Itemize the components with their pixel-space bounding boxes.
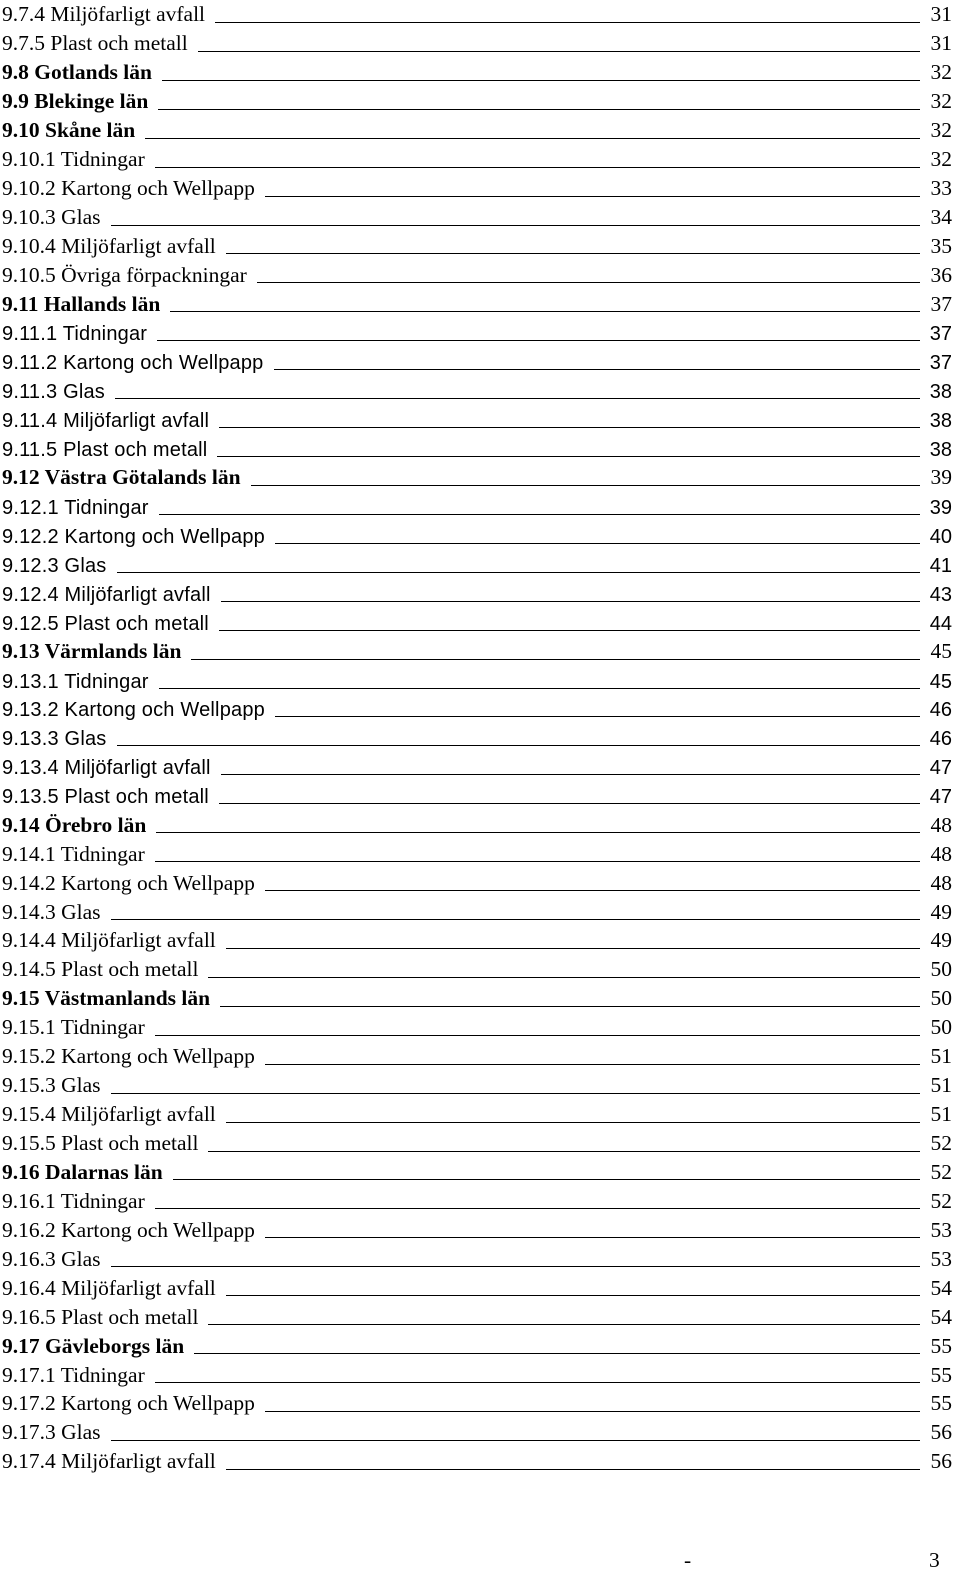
toc-entry-page-number: 38 (929, 410, 952, 433)
toc-entry[interactable] (2, 1042, 952, 1071)
toc-entry-label: 9.14.5 Plast och metall (2, 957, 199, 982)
toc-entry-page-number: 47 (929, 757, 952, 780)
toc-entry[interactable] (2, 868, 952, 897)
toc-entry-label: 9.16.1 Tidningar (2, 1188, 145, 1213)
toc-entry[interactable] (2, 289, 952, 318)
toc-entry-label: 9.17 Gävleborgs län (2, 1333, 185, 1358)
toc-entry-label: 9.14 Örebro län (2, 812, 147, 837)
toc-entry-page-number: 31 (930, 2, 952, 27)
toc-entry-label: 9.10 Skåne län (2, 118, 136, 143)
table-of-contents (2, 0, 952, 1476)
toc-leader-line (265, 196, 920, 197)
toc-entry-page-number: 45 (930, 639, 952, 664)
toc-leader-line (219, 630, 920, 631)
toc-leader-line (115, 398, 920, 399)
toc-entry[interactable] (2, 1013, 952, 1042)
toc-leader-line (158, 109, 920, 110)
toc-entry[interactable] (2, 203, 952, 232)
toc-entry-label: 9.13.4 Miljöfarligt avfall (2, 757, 211, 780)
toc-entry[interactable] (2, 637, 952, 666)
toc-entry-label: 9.15.4 Miljöfarligt avfall (2, 1102, 216, 1127)
toc-entry[interactable] (2, 550, 952, 579)
toc-entry-page-number: 36 (930, 262, 952, 287)
toc-entry[interactable] (2, 1447, 952, 1476)
toc-leader-line (111, 225, 920, 226)
toc-entry-label: 9.17.1 Tidningar (2, 1362, 145, 1387)
toc-entry-label: 9.17.3 Glas (2, 1420, 101, 1445)
toc-leader-line (191, 659, 920, 660)
toc-entry-label: 9.16.3 Glas (2, 1246, 101, 1271)
toc-entry[interactable] (2, 145, 952, 174)
toc-entry-label: 9.9 Blekinge län (2, 89, 149, 114)
toc-entry-page-number: 50 (930, 1015, 952, 1040)
toc-leader-line (265, 1411, 920, 1412)
toc-entry[interactable] (2, 608, 952, 637)
toc-entry-label: 9.10.5 Övriga förpackningar (2, 262, 247, 287)
toc-leader-line (215, 22, 920, 23)
toc-leader-line (145, 138, 920, 139)
toc-leader-line (156, 832, 920, 833)
toc-entry[interactable] (2, 174, 952, 203)
toc-entry-page-number: 32 (930, 147, 952, 172)
toc-leader-line (265, 890, 920, 891)
toc-leader-line (226, 1122, 920, 1123)
toc-entry-label: 9.12.5 Plast och metall (2, 612, 209, 635)
toc-entry[interactable] (2, 376, 952, 405)
toc-entry-page-number: 37 (929, 323, 952, 346)
toc-entry-page-number: 54 (930, 1304, 952, 1329)
toc-entry-label: 9.15.1 Tidningar (2, 1015, 145, 1040)
toc-entry[interactable] (2, 1215, 952, 1244)
toc-entry[interactable] (2, 87, 952, 116)
toc-entry-page-number: 46 (929, 728, 952, 751)
toc-leader-line (198, 51, 920, 52)
toc-entry-label: 9.13.3 Glas (2, 728, 107, 751)
toc-entry[interactable] (2, 492, 952, 521)
toc-leader-line (117, 572, 920, 573)
toc-entry-label: 9.15.2 Kartong och Wellpapp (2, 1044, 255, 1069)
toc-entry[interactable] (2, 29, 952, 58)
toc-leader-line (155, 1035, 920, 1036)
toc-entry[interactable] (2, 810, 952, 839)
toc-leader-line (155, 1208, 920, 1209)
toc-leader-line (274, 369, 920, 370)
footer-page-number: 3 (929, 1548, 940, 1572)
toc-leader-line (275, 716, 920, 717)
toc-entry-label: 9.11.3 Glas (2, 381, 106, 404)
toc-entry[interactable] (2, 521, 952, 550)
toc-entry-page-number: 35 (930, 233, 952, 258)
toc-leader-line (226, 1469, 920, 1470)
toc-entry-label: 9.16.2 Kartong och Wellpapp (2, 1217, 255, 1242)
toc-entry-page-number: 50 (930, 957, 952, 982)
page-footer (0, 1548, 960, 1578)
toc-entry-page-number: 55 (930, 1391, 952, 1416)
toc-leader-line (194, 1353, 920, 1354)
toc-entry-page-number: 38 (929, 439, 952, 461)
toc-entry[interactable] (2, 666, 952, 695)
toc-leader-line (221, 774, 920, 775)
toc-entry-page-number: 55 (930, 1333, 952, 1358)
toc-entry[interactable] (2, 260, 952, 289)
toc-entry[interactable] (2, 926, 952, 955)
toc-entry-label: 9.13.2 Kartong och Wellpapp (2, 699, 265, 722)
toc-entry-label: 9.12.3 Glas (2, 554, 107, 577)
toc-entry-page-number: 49 (930, 899, 952, 924)
toc-entry-page-number: 41 (929, 554, 952, 577)
toc-leader-line (170, 311, 920, 312)
toc-entry-page-number: 51 (930, 1044, 952, 1069)
toc-entry-label: 9.14.2 Kartong och Wellpapp (2, 870, 255, 895)
toc-entry[interactable] (2, 1360, 952, 1389)
toc-entry-label: 9.16.4 Miljöfarligt avfall (2, 1275, 216, 1300)
toc-entry-page-number: 33 (930, 176, 952, 201)
toc-leader-line (208, 1324, 920, 1325)
toc-entry-page-number: 39 (930, 465, 952, 490)
toc-entry-page-number: 49 (930, 928, 952, 953)
toc-leader-line (275, 543, 920, 544)
toc-leader-line (226, 1295, 920, 1296)
toc-entry[interactable] (2, 723, 952, 752)
toc-entry-label: 9.14.4 Miljöfarligt avfall (2, 928, 216, 953)
toc-entry[interactable] (2, 58, 952, 87)
toc-entry-page-number: 47 (929, 786, 952, 809)
toc-entry-page-number: 43 (929, 583, 952, 606)
toc-leader-line (208, 977, 920, 978)
toc-entry-label: 9.13 Värmlands län (2, 639, 182, 664)
toc-entry[interactable] (2, 955, 952, 984)
toc-entry[interactable] (2, 1071, 952, 1100)
toc-leader-line (217, 456, 919, 457)
toc-entry[interactable] (2, 318, 952, 347)
toc-leader-line (159, 514, 920, 515)
toc-entry[interactable] (2, 984, 952, 1013)
toc-entry-label: 9.12.4 Miljöfarligt avfall (2, 583, 211, 606)
toc-entry-label: 9.13.5 Plast och metall (2, 786, 209, 809)
toc-entry-page-number: 34 (930, 205, 952, 229)
toc-entry-label: 9.14.3 Glas (2, 899, 101, 924)
toc-entry-label: 9.12.2 Kartong och Wellpapp (2, 525, 265, 548)
toc-leader-line (221, 601, 920, 602)
toc-entry-label: 9.7.4 Miljöfarligt avfall (2, 2, 206, 27)
toc-entry-label: 9.8 Gotlands län (2, 60, 152, 85)
toc-entry-page-number: 37 (930, 291, 952, 316)
toc-entry-page-number: 52 (930, 1131, 952, 1155)
toc-leader-line (226, 948, 920, 949)
toc-entry-page-number: 46 (929, 699, 952, 722)
toc-entry[interactable] (2, 116, 952, 145)
toc-entry-page-number: 45 (929, 670, 952, 693)
toc-entry[interactable] (2, 1244, 952, 1273)
toc-entry[interactable] (2, 1129, 952, 1158)
toc-entry[interactable] (2, 0, 952, 29)
toc-leader-line (111, 1440, 920, 1441)
toc-entry-label: 9.11.4 Miljöfarligt avfall (2, 410, 210, 433)
toc-entry-page-number: 44 (929, 612, 952, 635)
toc-leader-line (251, 485, 920, 486)
toc-leader-line (162, 80, 920, 81)
toc-leader-line (219, 803, 920, 804)
toc-entry-label: 9.10.1 Tidningar (2, 147, 145, 172)
toc-entry-label: 9.17.4 Miljöfarligt avfall (2, 1449, 216, 1474)
toc-entry-label: 9.11.2 Kartong och Wellpapp (2, 352, 264, 375)
toc-entry-page-number: 50 (930, 986, 952, 1011)
toc-leader-line (265, 1237, 920, 1238)
footer-dash: - (684, 1548, 692, 1572)
toc-entry-page-number: 39 (929, 496, 952, 519)
toc-entry-page-number: 52 (930, 1188, 952, 1213)
toc-entry[interactable] (2, 897, 952, 926)
toc-leader-line (155, 167, 920, 168)
toc-leader-line (117, 745, 920, 746)
toc-entry-label: 9.11 Hallands län (2, 291, 161, 316)
toc-entry-label: 9.10.2 Kartong och Wellpapp (2, 176, 255, 201)
toc-leader-line (173, 1179, 920, 1180)
toc-entry-page-number: 56 (930, 1420, 952, 1445)
toc-entry[interactable] (2, 1186, 952, 1215)
toc-entry-label: 9.11.5 Plast och metall (2, 439, 208, 461)
toc-entry-page-number: 51 (930, 1102, 952, 1127)
toc-entry[interactable] (2, 232, 952, 261)
toc-entry-page-number: 48 (930, 841, 952, 866)
toc-entry-page-number: 53 (930, 1246, 952, 1271)
toc-entry-page-number: 56 (930, 1449, 952, 1474)
toc-entry[interactable] (2, 1158, 952, 1187)
toc-entry-label: 9.7.5 Plast och metall (2, 31, 188, 56)
toc-entry[interactable] (2, 1302, 952, 1331)
toc-leader-line (157, 340, 920, 341)
toc-entry-page-number: 32 (930, 118, 952, 143)
toc-entry[interactable] (2, 463, 952, 492)
toc-leader-line (220, 1006, 920, 1007)
toc-leader-line (111, 1093, 920, 1094)
toc-entry-page-number: 52 (930, 1159, 952, 1184)
toc-entry-page-number: 38 (929, 381, 952, 404)
toc-entry-label: 9.13.1 Tidningar (2, 670, 149, 693)
toc-leader-line (155, 1382, 920, 1383)
toc-entry-label: 9.11.1 Tidningar (2, 323, 148, 346)
toc-leader-line (155, 861, 920, 862)
toc-entry[interactable] (2, 1100, 952, 1129)
toc-leader-line (226, 253, 920, 254)
toc-entry-label: 9.16.5 Plast och metall (2, 1304, 199, 1329)
toc-entry[interactable] (2, 405, 952, 434)
toc-entry-page-number: 55 (930, 1362, 952, 1387)
toc-entry-page-number: 40 (929, 525, 952, 548)
toc-entry-label: 9.14.1 Tidningar (2, 841, 145, 866)
toc-entry[interactable] (2, 695, 952, 724)
toc-entry-label: 9.10.3 Glas (2, 205, 101, 229)
toc-entry[interactable] (2, 1418, 952, 1447)
toc-entry[interactable] (2, 1389, 952, 1418)
toc-entry[interactable] (2, 1331, 952, 1360)
toc-entry-page-number: 37 (929, 352, 952, 375)
toc-entry-label: 9.15.3 Glas (2, 1073, 101, 1098)
toc-entry-label: 9.16 Dalarnas län (2, 1159, 163, 1184)
toc-entry-page-number: 32 (930, 60, 952, 85)
toc-entry-label: 9.12 Västra Götalands län (2, 465, 241, 490)
toc-entry-page-number: 51 (930, 1073, 952, 1098)
toc-entry-label: 9.12.1 Tidningar (2, 496, 149, 519)
toc-leader-line (257, 282, 920, 283)
toc-entry[interactable] (2, 839, 952, 868)
toc-entry-label: 9.17.2 Kartong och Wellpapp (2, 1391, 255, 1416)
toc-entry[interactable] (2, 1273, 952, 1302)
toc-leader-line (265, 1064, 920, 1065)
toc-entry[interactable] (2, 752, 952, 781)
toc-leader-line (111, 1266, 920, 1267)
toc-entry-page-number: 48 (930, 870, 952, 895)
toc-entry-label: 9.15 Västmanlands län (2, 986, 211, 1011)
toc-entry[interactable] (2, 434, 952, 463)
toc-leader-line (159, 688, 920, 689)
toc-entry-page-number: 54 (930, 1275, 952, 1300)
toc-entry[interactable] (2, 781, 952, 810)
toc-entry[interactable] (2, 579, 952, 608)
toc-entry-label: 9.10.4 Miljöfarligt avfall (2, 233, 216, 258)
toc-leader-line (111, 919, 920, 920)
toc-entry-page-number: 31 (930, 31, 952, 56)
toc-entry[interactable] (2, 347, 952, 376)
toc-entry-label: 9.15.5 Plast och metall (2, 1131, 199, 1155)
toc-entry-page-number: 48 (930, 812, 952, 837)
toc-leader-line (208, 1151, 920, 1152)
toc-entry-page-number: 53 (930, 1217, 952, 1242)
toc-leader-line (219, 427, 920, 428)
toc-entry-page-number: 32 (930, 89, 952, 114)
